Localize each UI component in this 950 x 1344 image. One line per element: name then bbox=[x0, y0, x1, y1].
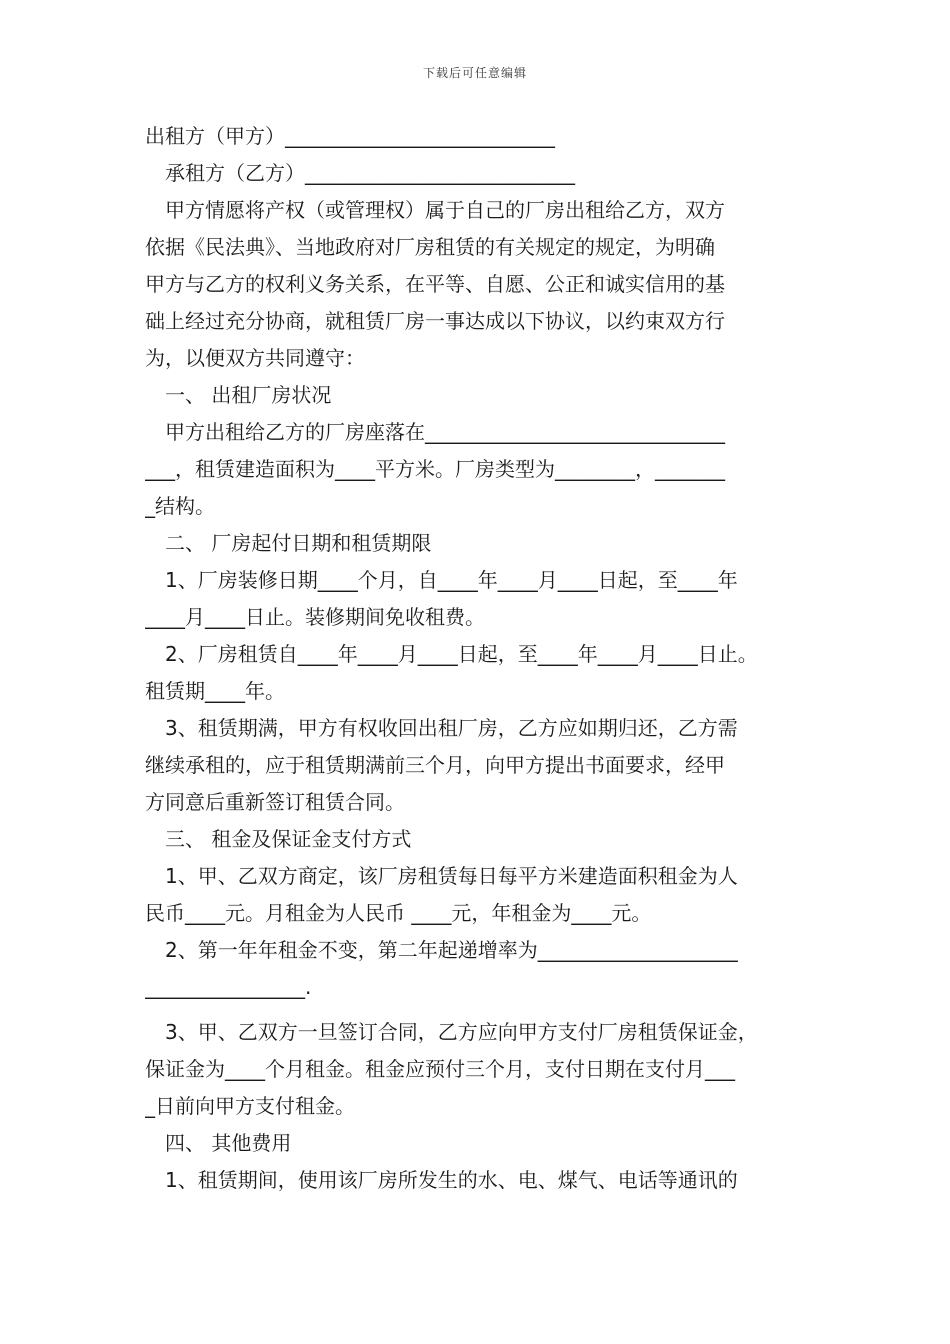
lessee-line: 承租方（乙方）___________________________ bbox=[165, 161, 575, 185]
clause-2-3: 方同意后重新签订租赁合同。 bbox=[145, 790, 405, 814]
section-1-text: _结构。 bbox=[145, 494, 215, 518]
intro-paragraph-line: 依据《民法典》、当地政府对厂房租赁的有关规定的规定，为明确 bbox=[145, 235, 715, 259]
clause-3-3: 3、甲、乙双方一旦签订合同，乙方应向甲方支付厂房租赁保证金， bbox=[165, 1020, 758, 1044]
clause-2-1: ____月____日止。装修期间免收租费。 bbox=[145, 605, 485, 629]
clause-2-3: 继续承租的，应于租赁期满前三个月，向甲方提出书面要求，经甲 bbox=[145, 753, 725, 777]
section-heading-4: 四、 其他费用 bbox=[165, 1131, 292, 1155]
contract-body bbox=[145, 118, 811, 1199]
section-heading-1: 一、 出租厂房状况 bbox=[165, 383, 332, 407]
clause-3-1: 1、甲、乙双方商定，该厂房租赁每日每平方米建造面积租金为人 bbox=[165, 864, 738, 888]
intro-paragraph-line: 甲方情愿将产权（或管理权）属于自己的厂房出租给乙方，双方 bbox=[165, 198, 725, 222]
clause-4-1: 1、租赁期间，使用该厂房所发生的水、电、煤气、电话等通讯的 bbox=[165, 1168, 738, 1192]
section-1-text: 甲方出租给乙方的厂房座落在______________________________ bbox=[165, 420, 725, 444]
clause-3-2: ________________. bbox=[145, 975, 312, 999]
page-header: 下载后可任意编辑 bbox=[422, 66, 527, 80]
section-1-text: ___，租赁建造面积为____平方米。厂房类型为________，_______ bbox=[145, 457, 725, 481]
intro-paragraph-line: 为，以便双方共同遵守： bbox=[145, 346, 365, 370]
clause-3-3: _日前向甲方支付租金。 bbox=[145, 1094, 355, 1118]
clause-3-1: 民币____元。月租金为人民币 ____元，年租金为____元。 bbox=[145, 901, 652, 925]
spacer bbox=[145, 1006, 811, 1014]
intro-paragraph-line: 础上经过充分协商，就租赁厂房一事达成以下协议，以约束双方行 bbox=[145, 309, 725, 333]
section-heading-2: 二、 厂房起付日期和租赁期限 bbox=[165, 531, 432, 555]
lessor-line: 出租方（甲方）___________________________ bbox=[145, 124, 555, 148]
clause-3-2: 2、第一年年租金不变，第二年起递增率为____________________ bbox=[165, 938, 738, 962]
section-heading-3: 三、 租金及保证金支付方式 bbox=[165, 827, 412, 851]
intro-paragraph-line: 甲方与乙方的权利义务关系，在平等、自愿、公正和诚实信用的基 bbox=[145, 272, 725, 296]
clause-2-1: 1、厂房装修日期____个月，自____年____月____日起，至____年 bbox=[165, 568, 738, 592]
clause-2-2: 租赁期____年。 bbox=[145, 679, 285, 703]
clause-2-2: 2、厂房租赁自____年____月____日起，至____年____月____日止。 bbox=[165, 642, 758, 666]
clause-2-3: 3、租赁期满，甲方有权收回出租厂房，乙方应如期归还，乙方需 bbox=[165, 716, 738, 740]
clause-3-3: 保证金为____个月租金。租金应预付三个月，支付日期在支付月___ bbox=[145, 1057, 735, 1081]
